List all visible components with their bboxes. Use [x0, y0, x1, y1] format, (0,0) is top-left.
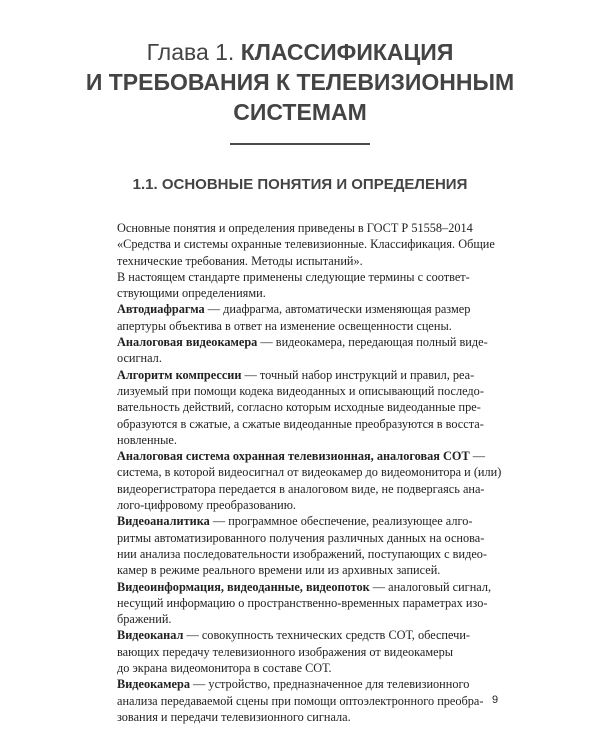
page-number: 9	[492, 694, 499, 706]
line-text: — точный набор инструкций и правил, реа-	[241, 367, 475, 382]
chapter-title	[0, 37, 600, 127]
text-line	[100, 285, 502, 301]
text-line	[100, 220, 502, 236]
line-text: камер в режиме реального времени или из архивных записей.	[117, 563, 441, 578]
text-line	[100, 350, 502, 366]
term: Автодиафрагма	[117, 302, 205, 317]
paragraph	[100, 579, 502, 628]
text-line	[100, 448, 502, 464]
term: Видеоинформация, видеоданные, видеопоток	[117, 579, 370, 594]
text-line	[100, 562, 502, 578]
text-line	[100, 399, 502, 415]
text-line	[100, 481, 502, 497]
text-line	[100, 464, 502, 480]
text-line	[100, 513, 502, 529]
chapter-title-line-2: И ТРЕБОВАНИЯ К ТЕЛЕВИЗИОННЫМ	[85, 69, 515, 95]
paragraph	[100, 448, 502, 513]
text-line	[100, 269, 502, 285]
text-line	[100, 644, 502, 660]
text-line	[100, 579, 502, 595]
line-text: видеорегистратора передается в аналоговом виде, не подвергаясь ана-	[117, 481, 485, 496]
text-line	[100, 530, 502, 546]
paragraph	[100, 513, 502, 578]
line-text: бражений.	[117, 612, 172, 627]
paragraph	[100, 220, 502, 269]
line-text: лизуемый при помощи кодека видеоданных и описывающий последо-	[117, 383, 484, 398]
line-text: —	[469, 449, 486, 464]
paragraph	[100, 627, 502, 676]
line-text: вательность действий, согласно которым исходные видеоданные пре-	[117, 400, 481, 415]
line-text: осигнал.	[117, 351, 162, 366]
line-text: — видеокамера, передающая полный виде-	[257, 335, 488, 350]
line-text: — совокупность технических средств СОТ, обеспечи-	[183, 628, 471, 643]
line-text: лого-цифровому преобразованию.	[117, 498, 296, 513]
line-text: анализа передаваемой сцены при помощи оптоэлектронного преобра-	[117, 693, 484, 708]
term: Алгоритм компрессии	[117, 367, 242, 382]
term: Аналоговая система охранная телевизионная, аналоговая СОТ	[117, 449, 470, 464]
line-text: новленные.	[117, 432, 177, 447]
text-line	[100, 318, 502, 334]
text-line	[100, 660, 502, 676]
text-line	[100, 611, 502, 627]
line-text: образуются в сжатые, а сжатые видеоданные преобразуются в восста-	[117, 416, 484, 431]
paragraph	[100, 269, 502, 302]
title-divider	[230, 143, 370, 145]
line-text: — диафрагма, автоматически изменяющая размер	[204, 302, 471, 317]
text-line	[100, 301, 502, 317]
text-line	[100, 627, 502, 643]
text-line	[100, 236, 502, 252]
line-text: ритмы автоматизированного получения различных данных на основа-	[117, 530, 485, 545]
chapter-title-line-1	[0, 37, 600, 67]
line-text: — аналоговый сигнал,	[369, 579, 492, 594]
text-line	[100, 676, 502, 692]
line-text: — программное обеспечение, реализующее алго-	[209, 514, 473, 529]
body-text	[100, 220, 502, 725]
text-line	[100, 253, 502, 269]
line-text: — устройство, предназначенное для телевизионного	[189, 677, 470, 692]
line-text: ствующими определениями.	[117, 286, 266, 301]
term: Видеоканал	[117, 628, 184, 643]
line-text: «Средства и системы охранные телевизионные. Классификация. Общие	[117, 237, 495, 252]
text-line	[100, 432, 502, 448]
section-title: 1.1. ОСНОВНЫЕ ПОНЯТИЯ И ОПРЕДЕЛЕНИЯ	[132, 176, 468, 193]
line-text: нии анализа последовательности изображений, поступающих с видео-	[117, 546, 488, 561]
text-line	[100, 334, 502, 350]
line-text: В настоящем стандарте применены следующие термины с соответ-	[117, 269, 470, 284]
text-line	[100, 709, 502, 725]
text-line	[100, 383, 502, 399]
paragraph	[100, 301, 502, 334]
term: Аналоговая видеокамера	[117, 335, 258, 350]
line-text: технические требования. Методы испытаний».	[117, 253, 363, 268]
paragraph	[100, 367, 502, 448]
chapter-title-text: КЛАССИФИКАЦИЯ	[240, 39, 454, 65]
line-text: апертуры объектива в ответ на изменение освещенности сцены.	[117, 318, 452, 333]
line-text: до экрана видеомонитора в составе СОТ.	[117, 661, 332, 676]
term: Видеоаналитика	[117, 514, 210, 529]
line-text: система, в которой видеосигнал от видеокамер до видеомонитора и (или)	[117, 465, 502, 480]
text-line	[100, 546, 502, 562]
line-text: зования и передачи телевизионного сигнала.	[117, 709, 351, 724]
line-text: Основные понятия и определения приведены в ГОСТ Р 51558–2014	[117, 221, 473, 235]
text-line	[100, 416, 502, 432]
text-line	[100, 497, 502, 513]
paragraph	[100, 676, 502, 725]
text-line	[100, 595, 502, 611]
line-text: вающих передачу телевизионного изображения от видеокамеры	[117, 644, 453, 659]
chapter-title-line-3: СИСТЕМАМ	[233, 99, 367, 125]
text-line	[100, 367, 502, 383]
text-line	[100, 693, 502, 709]
paragraph	[100, 334, 502, 367]
chapter-label: Глава 1.	[146, 39, 241, 65]
line-text: несущий информацию о пространственно-временных параметрах изо-	[117, 595, 488, 610]
term: Видеокамера	[117, 677, 190, 692]
